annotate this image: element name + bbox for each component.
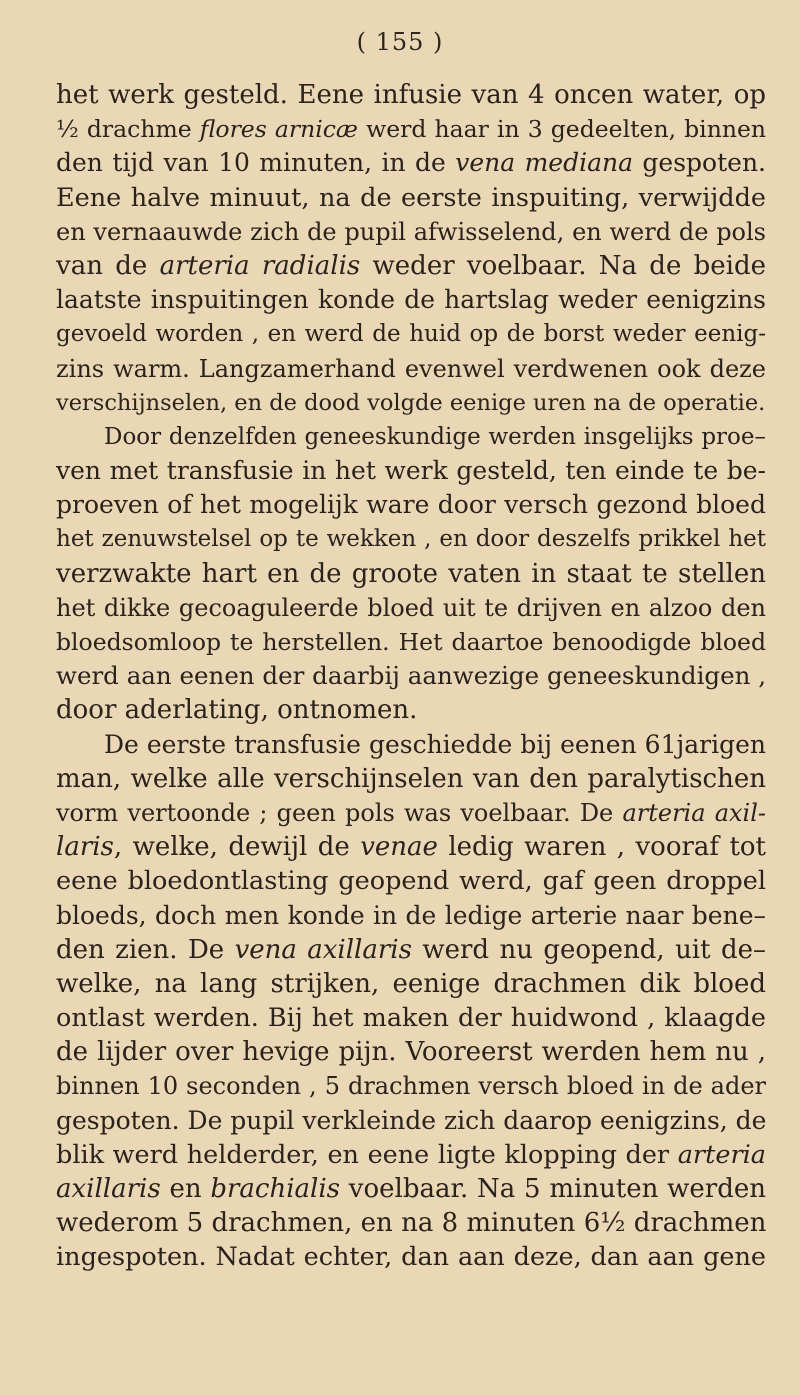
text-line	[56, 1240, 766, 1274]
text-line	[56, 591, 766, 625]
text-segment: werd aan eenen der daarbij aanwezige geneeskundigen ,	[56, 661, 766, 691]
italic-term: flores arnicæ	[199, 115, 359, 144]
text-segment: welke, na lang strijken, eenige drachmen dik bloed	[56, 968, 766, 999]
text-line	[56, 1035, 766, 1069]
text-segment: proeven of het mogelijk ware door versch gezond bloed	[56, 490, 766, 520]
text-line	[56, 215, 766, 249]
text-line	[56, 386, 766, 420]
text-line	[56, 762, 766, 796]
text-line	[56, 1001, 766, 1035]
text-line	[56, 830, 766, 864]
text-segment: , welke, dewijl de	[113, 832, 361, 863]
text-segment: zins warm. Langzamerhand evenwel verdwenen ook deze	[56, 354, 766, 383]
text-line	[56, 557, 766, 591]
text-line	[56, 1172, 766, 1206]
page-number: ( 155 )	[356, 28, 444, 56]
text-segment: gevoeld worden , en werd de huid op de borst weder eenig-	[56, 321, 766, 348]
italic-term: vena mediana	[455, 148, 633, 178]
text-segment: eene bloedontlasting geopend werd, gaf geen droppel	[56, 866, 766, 897]
text-line	[56, 933, 766, 967]
italic-term: laris	[56, 832, 114, 863]
text-segment: werd haar in 3 gedeelten, binnen	[358, 115, 767, 144]
text-line	[56, 317, 766, 351]
text-line	[56, 249, 766, 283]
text-segment: gespoten. De pupil verkleinde zich daarop eenigzins, de	[56, 1105, 767, 1135]
text-line	[56, 625, 766, 659]
text-line	[56, 1104, 766, 1138]
text-segment: verschijnselen, en de dood volgde eenige uren na de operatie.	[56, 389, 766, 416]
text-line	[56, 899, 766, 933]
text-segment: wederom 5 drachmen, en na 8 minuten 6½ drachmen	[56, 1208, 767, 1239]
text-line	[56, 1206, 766, 1240]
text-segment: ven met transfusie in het werk gesteld, ten einde te be-	[56, 456, 766, 486]
text-segment: werd nu geopend, uit de–	[411, 934, 766, 965]
italic-term: venae	[360, 832, 438, 863]
italic-term: arteria axil-	[622, 798, 766, 827]
text-line	[56, 146, 766, 180]
italic-term: vena axillaris	[234, 934, 412, 965]
text-segment: de lijder over hevige pijn. Vooreerst werden hem nu ,	[56, 1037, 766, 1068]
text-segment: vorm vertoonde ; geen pols was voelbaar. De	[56, 798, 623, 827]
text-segment: weder voelbaar. Na de beide	[360, 250, 766, 281]
text-segment: den zien. De	[56, 934, 235, 965]
text-line	[56, 454, 766, 488]
text-line	[56, 420, 766, 454]
text-segment: ledig waren , vooraf tot	[437, 832, 766, 863]
text-segment: Eene halve minuut, na de eerste inspuiting, verwijdde	[56, 182, 766, 213]
text-segment: gespoten.	[633, 148, 766, 178]
text-segment: bloeds, doch men konde in de ledige arterie naar bene–	[56, 900, 766, 930]
text-segment: voelbaar. Na 5 minuten werden	[340, 1174, 766, 1204]
text-line	[56, 78, 766, 112]
italic-term: arteria radialis	[159, 250, 361, 281]
text-segment: blik werd helderder, en eene ligte klopping der	[56, 1139, 678, 1170]
text-line	[56, 728, 766, 762]
text-line	[56, 659, 766, 693]
text-segment: door aderlating, ontnomen.	[56, 695, 418, 726]
text-segment: binnen 10 seconden , 5 drachmen versch bloed in de ader	[56, 1072, 766, 1101]
text-segment: het zenuwstelsel op te wekken , en door deszelfs prikkel het	[56, 526, 766, 553]
text-segment: ingespoten. Nadat echter, dan aan deze, dan aan gene	[56, 1242, 766, 1273]
body-text	[56, 78, 766, 1275]
italic-term: arteria	[677, 1139, 766, 1170]
text-segment: het werk gesteld. Eene infusie van 4 oncen water, op	[56, 80, 766, 110]
text-line	[56, 522, 766, 556]
text-segment: verzwakte hart en de groote vaten in staat te stellen	[56, 558, 766, 589]
text-segment: het dikke gecoaguleerde bloed uit te drijven en alzoo den	[56, 593, 766, 622]
text-segment: en vernaauwde zich de pupil afwisselend, en werd de pols	[56, 217, 766, 246]
text-segment: De eerste transfusie geschiedde bij eenen 61jarigen	[104, 729, 766, 759]
text-line	[56, 352, 766, 386]
text-line	[56, 283, 766, 317]
text-line	[56, 1138, 766, 1172]
text-segment: man, welke alle verschijnselen van den paralytischen	[56, 763, 766, 794]
text-line	[56, 693, 766, 727]
italic-term: axillaris	[56, 1174, 161, 1204]
text-segment: laatste inspuitingen konde de hartslag weder eenigzins	[56, 285, 766, 315]
text-segment: ½ drachme	[56, 115, 200, 144]
text-line	[56, 488, 766, 522]
text-line	[56, 1069, 766, 1103]
text-line	[56, 181, 766, 215]
text-line	[56, 796, 766, 830]
italic-term: brachialis	[210, 1174, 341, 1204]
text-line	[56, 967, 766, 1001]
text-segment: den tijd van 10 minuten, in de	[56, 148, 456, 178]
text-line	[56, 112, 766, 146]
text-segment: Door denzelfden geneeskundige werden insgelijks proe–	[104, 423, 766, 450]
text-line	[56, 864, 766, 898]
text-segment: en	[160, 1174, 211, 1204]
text-segment: van de	[56, 250, 160, 281]
text-segment: bloedsomloop te herstellen. Het daartoe benoodigde bloed	[56, 628, 766, 656]
text-segment: ontlast werden. Bij het maken der huidwond , klaagde	[56, 1003, 766, 1034]
